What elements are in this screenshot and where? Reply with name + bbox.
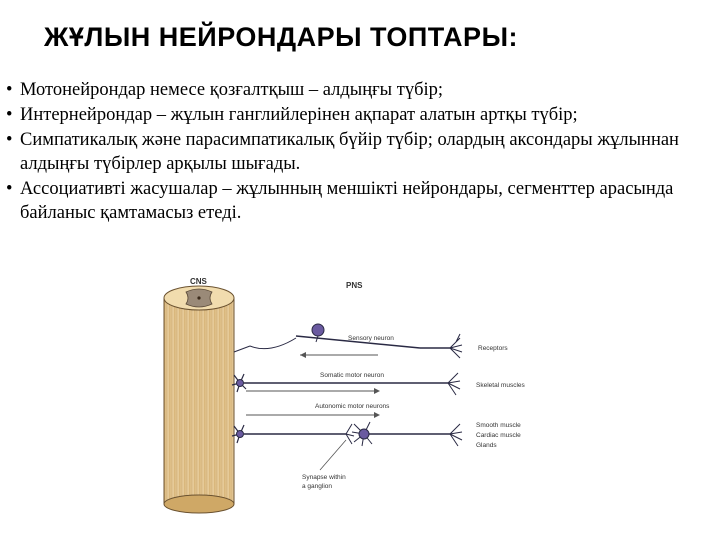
synapse-label-line1: Synapse within [302, 474, 346, 481]
cns-label: CNS [190, 277, 207, 286]
bullet-item-motoneurons: • Мотонейрондар немесе қозғалтқыш – алдыңғы түбір; [6, 78, 706, 102]
page-title: ЖҰЛЫН НЕЙРОНДАРЫ ТОПТАРЫ: [44, 22, 518, 52]
somatic-arrow [246, 388, 380, 394]
neuron-diagram [150, 272, 570, 522]
synapse-label-line2: a ganglion [302, 483, 332, 490]
autonomic-motor-neurons-label: Autonomic motor neurons [315, 403, 390, 410]
skeletal-muscles-label: Skeletal muscles [476, 382, 525, 389]
autonomic-arrow [246, 412, 380, 418]
somatic-motor-neuron-label: Somatic motor neuron [320, 372, 384, 379]
bullet-item-sympathetic: • Симпатикалық және парасимпатикалық бүйір түбір; олардың аксондары жұлыннан алдыңғы түбірлер арқылы шығады. [6, 128, 706, 176]
neuron-diagram-svg [150, 272, 570, 522]
cardiac-muscle-label: Cardiac muscle [476, 432, 521, 439]
autonomic-motor-neurons [232, 422, 462, 446]
glands-label: Glands [476, 442, 497, 449]
sensory-neuron-label: Sensory neuron [348, 335, 394, 342]
bullet-item-associative: • Ассоциативті жасушалар – жұлынның меншікті нейрондары, сегменттер арасында байланыс қамтамасыз етеді. [6, 177, 706, 225]
synapse-pointer [320, 440, 346, 470]
spinal-cord [164, 286, 234, 513]
sensory-arrow [300, 352, 378, 358]
receptors-label: Receptors [478, 345, 508, 352]
bullet-list [6, 78, 706, 226]
smooth-muscle-label: Smooth muscle [476, 422, 521, 429]
bullet-item-interneurons: • Интернейрондар – жұлын ганглийлерінен ақпарат алатын артқы түбір; [6, 103, 706, 127]
pns-label: PNS [346, 281, 363, 290]
